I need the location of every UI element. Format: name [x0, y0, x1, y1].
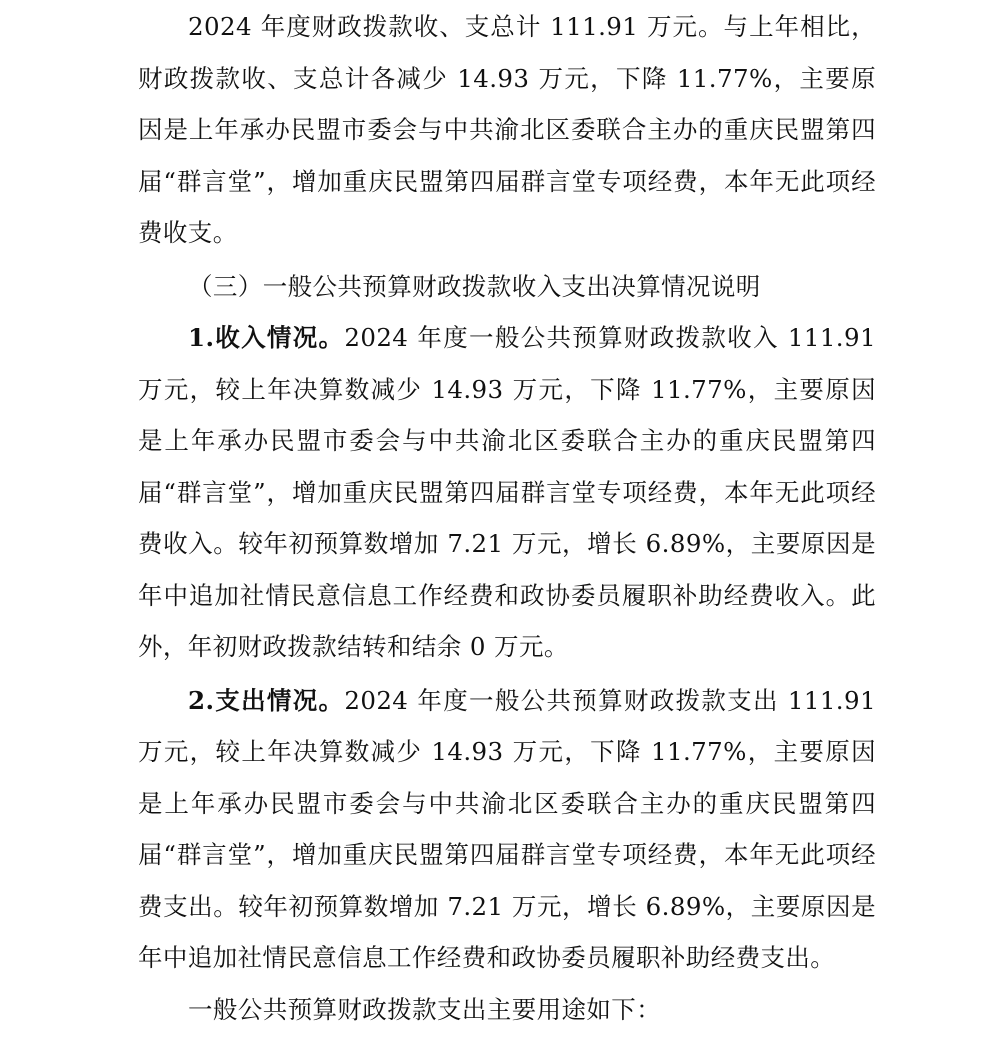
expenditure-body: 2024 年度一般公共预算财政拨款支出 111.91 万元，较上年决算数减少 14.93 万元，下降 11.77%，主要原因是上年承办民盟市委会与中共渝北区委联合主办的重庆民盟第四届“群言堂”，增加重庆民盟第四届群言堂专项经费，本年无此项经费支出。较年初预算数增加 7.21 万元，增长 6.89%，主要原因是年中追加社情民意信息工作经费和政协委员履职补助经费支出。: [138, 685, 876, 972]
paragraph-income: [138, 312, 876, 673]
expenditure-lead: 2.支出情况。: [188, 685, 345, 715]
paragraph-closing: 一般公共预算财政拨款支出主要用途如下：: [188, 994, 662, 1024]
document-page: [138, 0, 876, 1035]
income-lead: 1.收入情况。: [188, 323, 345, 352]
paragraph-total-funding: 2024 年度财政拨款收、支总计 111.91 万元。与上年相比，财政拨款收、支总计各减少 14.93 万元，下降 11.77%，主要原因是上年承办民盟市委会与中共渝北区委联合主办的重庆民盟第四届“群言堂”，增加重庆民盟第四届群言堂专项经费，本年无此项经费收支。: [138, 12, 876, 247]
section-heading: （三）一般公共预算财政拨款收入支出决算情况说明: [188, 271, 761, 301]
paragraph-expenditure: [138, 675, 876, 984]
income-body: 2024 年度一般公共预算财政拨款收入 111.91 万元，较上年决算数减少 14.93 万元，下降 11.77%，主要原因是上年承办民盟市委会与中共渝北区委联合主办的重庆民盟第四届“群言堂”，增加重庆民盟第四届群言堂专项经费，本年无此项经费收入。较年初预算数增加 7.21 万元，增长 6.89%，主要原因是年中追加社情民意信息工作经费和政协委员履职补助经费收入。此外，年初财政拨款结转和结余 0 万元。: [138, 323, 876, 661]
